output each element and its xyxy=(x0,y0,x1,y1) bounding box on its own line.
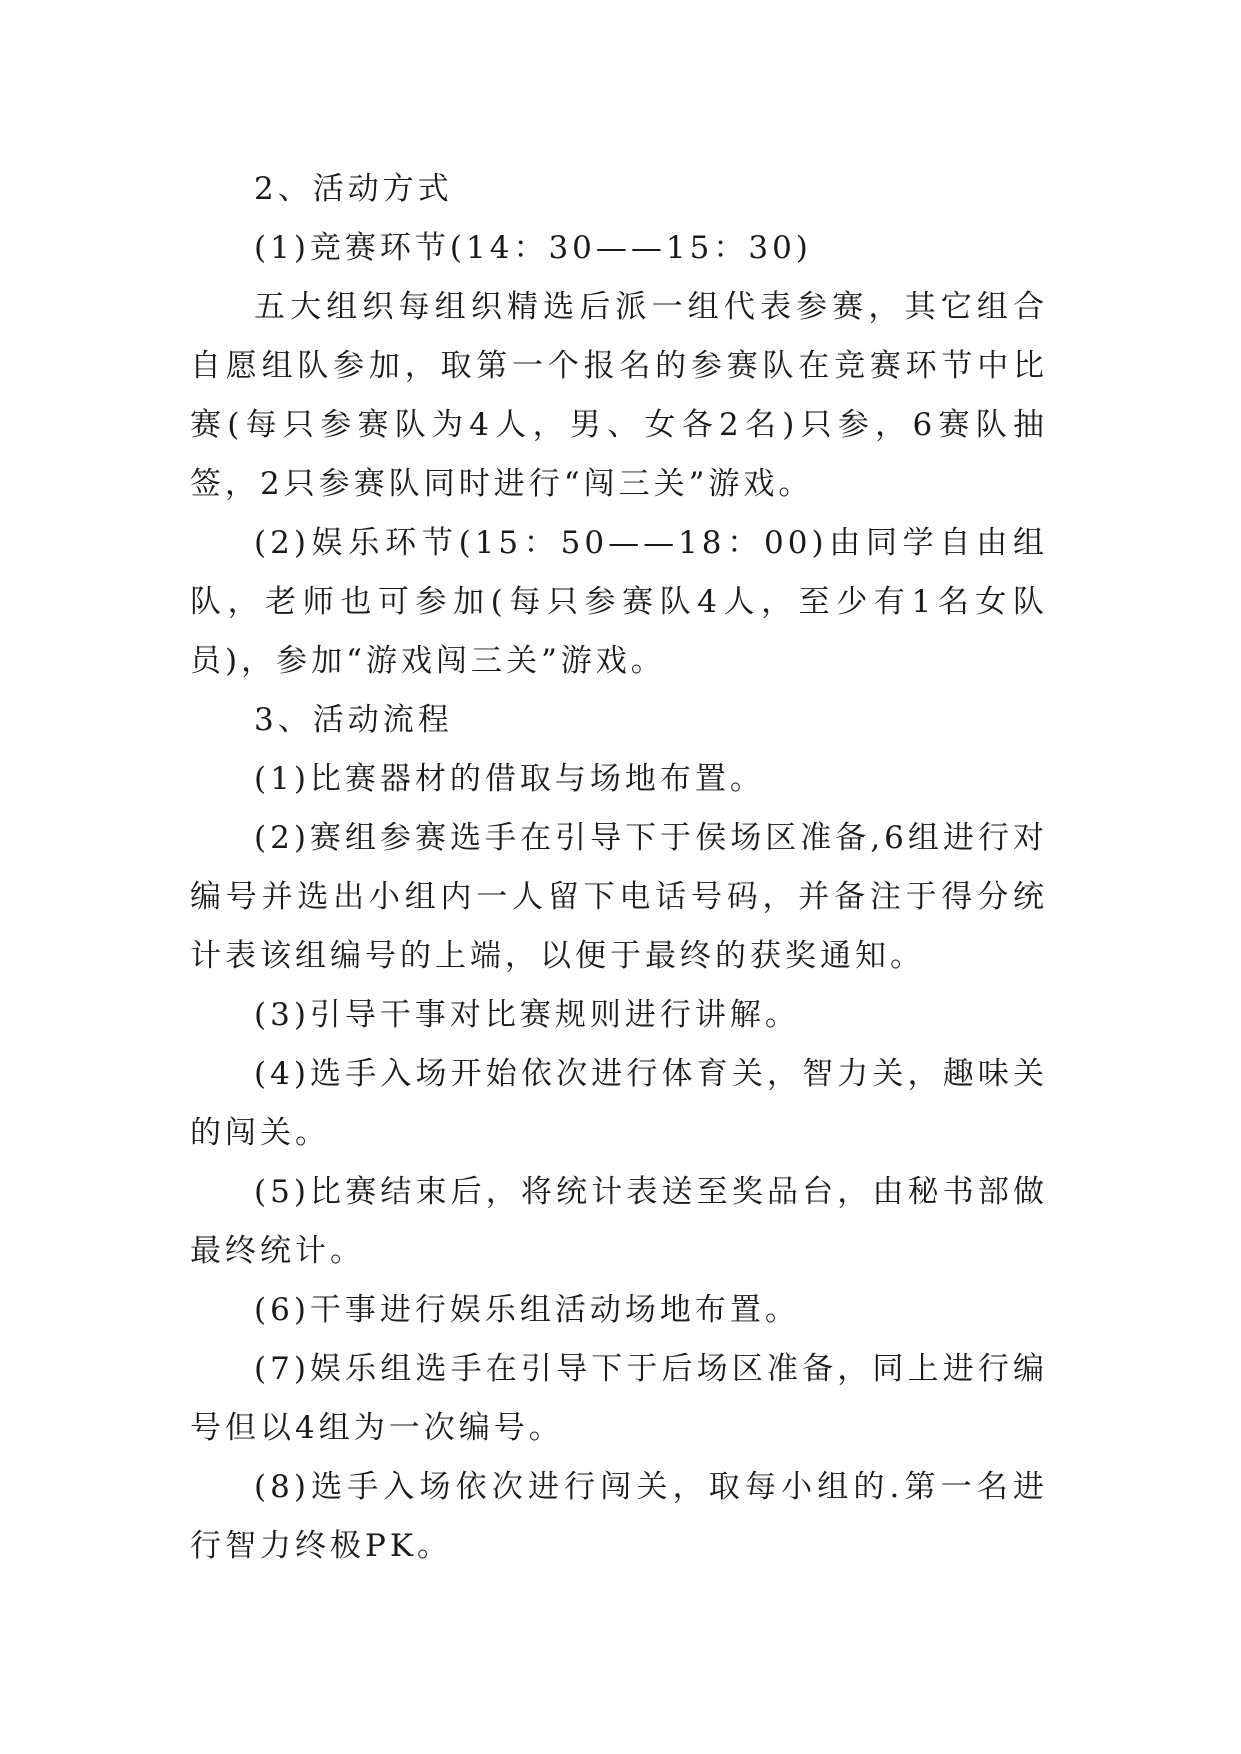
process-step-8: (8)选手入场依次进行闯关，取每小组的.第一名进行智力终极PK。 xyxy=(190,1469,1048,1564)
section-heading-activity-process: 3、活动流程 xyxy=(254,702,453,738)
process-step-3: (3)引导干事对比赛规则进行讲解。 xyxy=(254,997,800,1033)
subheading-competition-session: (1)竞赛环节(14：30——15：30) xyxy=(254,230,812,266)
paragraph-competition-details: 五大组织每组织精选后派一组代表参赛，其它组合自愿组队参加，取第一个报名的参赛队在竞赛环节中比赛(每只参赛队为4人，男、女各2名)只参，6赛队抽签，2只参赛队同时进行“闯三关”游戏。 xyxy=(190,289,1048,502)
process-step-5: (5)比赛结束后，将统计表送至奖品台，由秘书部做最终统计。 xyxy=(190,1174,1048,1269)
process-step-2: (2)赛组参赛选手在引导下于侯场区准备,6组进行对编号并选出小组内一人留下电话号码，并备注于得分统计表该组编号的上端，以便于最终的获奖通知。 xyxy=(190,820,1048,974)
process-step-1: (1)比赛器材的借取与场地布置。 xyxy=(254,761,765,797)
process-step-6: (6)干事进行娱乐组活动场地布置。 xyxy=(254,1292,800,1328)
section-heading-activity-method: 2、活动方式 xyxy=(254,171,453,207)
process-step-4: (4)选手入场开始依次进行体育关，智力关，趣味关的闯关。 xyxy=(190,1056,1048,1151)
paragraph-entertainment-session: (2)娱乐环节(15：50——18：00)由同学自由组队，老师也可参加(每只参赛队4人，至少有1名女队员)，参加“游戏闯三关”游戏。 xyxy=(190,525,1048,679)
process-step-7: (7)娱乐组选手在引导下于后场区准备，同上进行编号但以4组为一次编号。 xyxy=(190,1351,1048,1446)
document-body xyxy=(190,160,1048,1576)
